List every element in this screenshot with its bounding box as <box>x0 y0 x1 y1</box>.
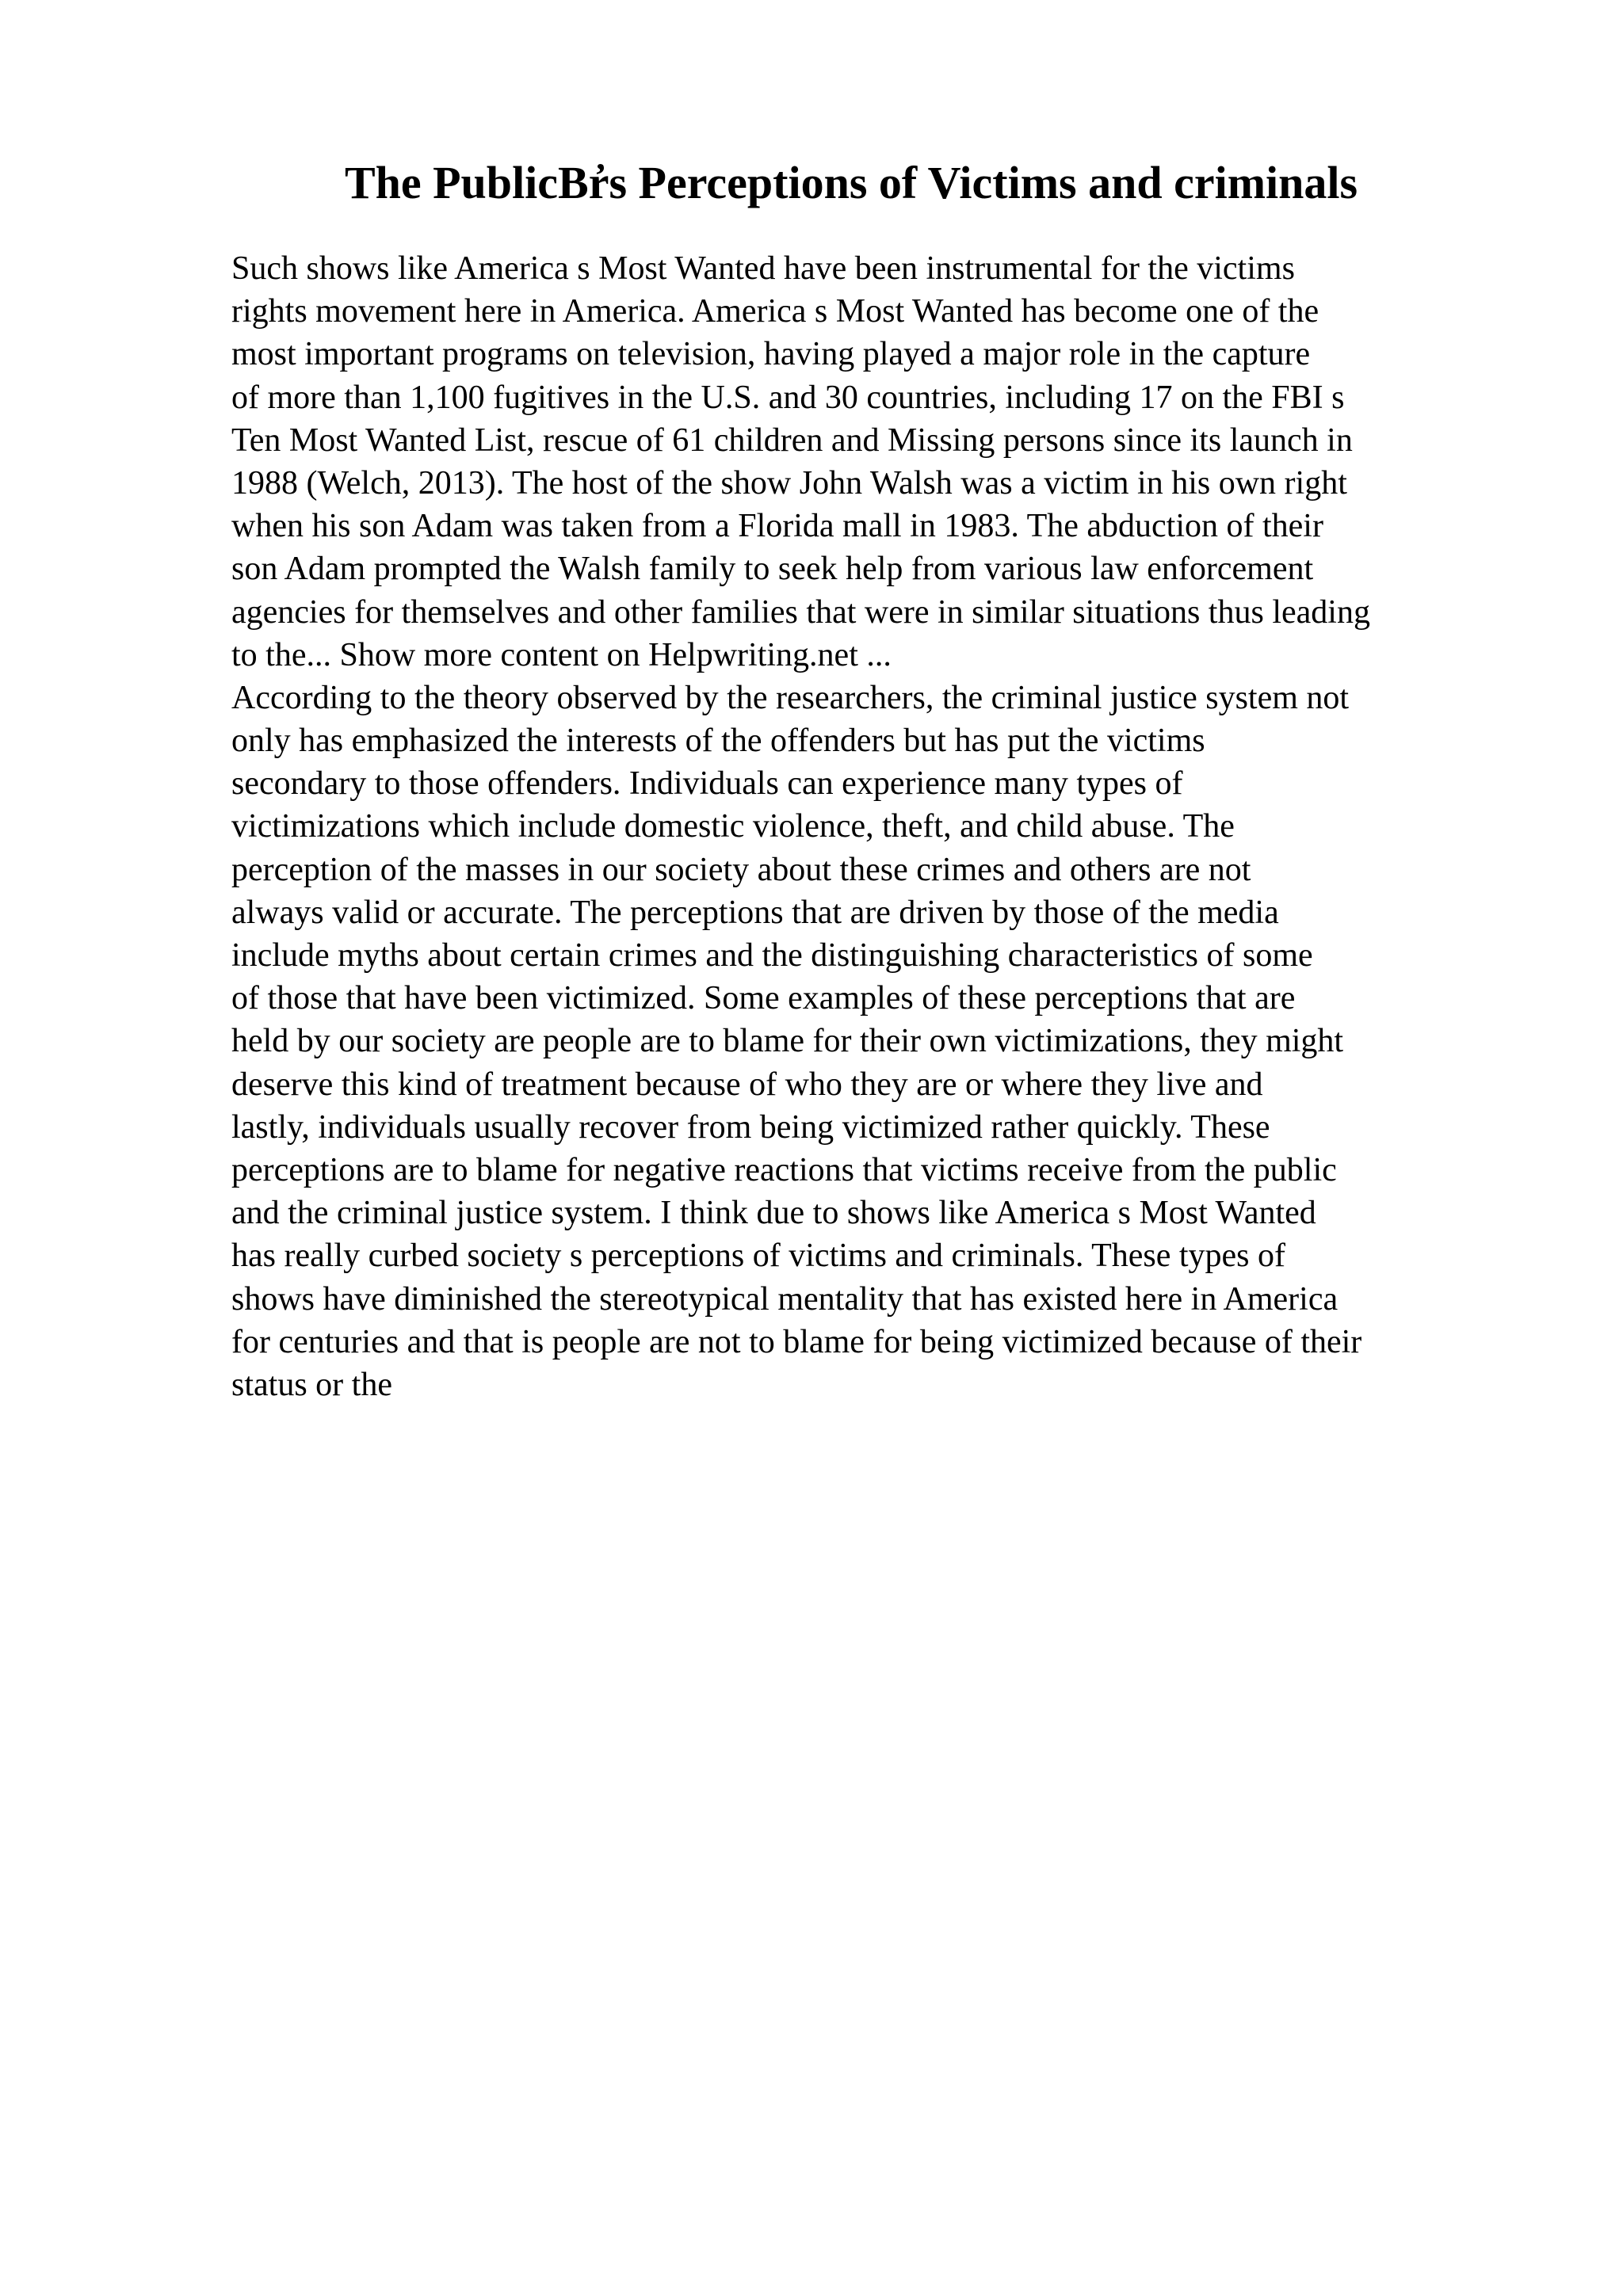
body-line: son Adam prompted the Walsh family to seek help from various law enforcement <box>231 551 1314 588</box>
body-line: Ten Most Wanted List, rescue of 61 children and Missing persons since its launch in <box>231 421 1353 459</box>
body-line: most important programs on television, having played a major role in the capture <box>231 336 1311 373</box>
body-line: victimizations which include domestic violence, theft, and child abuse. The <box>231 808 1235 845</box>
body-line: According to the theory observed by the researchers, the criminal justice system not <box>231 679 1350 716</box>
body-line: perception of the masses in our society about these crimes and others are not <box>231 851 1251 888</box>
body-line: Such shows like America s Most Wanted have been instrumental for the victims <box>231 250 1295 287</box>
body-line: perceptions are to blame for negative reactions that victims receive from the public <box>231 1151 1337 1188</box>
body-line: to the... Show more content on Helpwriting.net ... <box>231 636 892 673</box>
body-line: of those that have been victimized. Some examples of these perceptions that are <box>231 980 1296 1017</box>
body-line: deserve this kind of treatment because of who they are or where they live and <box>231 1066 1263 1103</box>
body-line: agencies for themselves and other families that were in similar situations thus leading <box>231 593 1370 631</box>
body-line: only has emphasized the interests of the offenders but has put the victims <box>231 723 1205 760</box>
body-line: has really curbed society s perceptions of victims and criminals. These types of <box>231 1238 1286 1275</box>
document-title: The PublicBr̓s Perceptions of Victims and criminals <box>344 157 1358 208</box>
body-line: include myths about certain crimes and the distinguishing characteristics of some <box>231 937 1313 974</box>
body-line: of more than 1,100 fugitives in the U.S. and 30 countries, including 17 on the FBI s <box>231 379 1345 416</box>
body-line: when his son Adam was taken from a Florida mall in 1983. The abduction of their <box>231 508 1323 545</box>
body-line: and the criminal justice system. I think due to shows like America s Most Wanted <box>231 1195 1316 1232</box>
body-line: always valid or accurate. The perceptions that are driven by those of the media <box>231 894 1279 931</box>
body-line: held by our society are people are to blame for their own victimizations, they might <box>231 1023 1344 1060</box>
body-line: for centuries and that is people are not to blame for being victimized because of their <box>231 1323 1362 1360</box>
body-line: 1988 (Welch, 2013). The host of the show John Walsh was a victim in his own right <box>231 464 1347 502</box>
document-body <box>231 247 1515 1406</box>
body-line: shows have diminished the stereotypical mentality that has existed here in America <box>231 1280 1338 1318</box>
body-line: secondary to those offenders. Individuals can experience many types of <box>231 765 1183 803</box>
body-line: status or the <box>231 1366 392 1403</box>
body-line: lastly, individuals usually recover from being victimized rather quickly. These <box>231 1108 1270 1146</box>
body-line: rights movement here in America. America s Most Wanted has become one of the <box>231 293 1319 330</box>
